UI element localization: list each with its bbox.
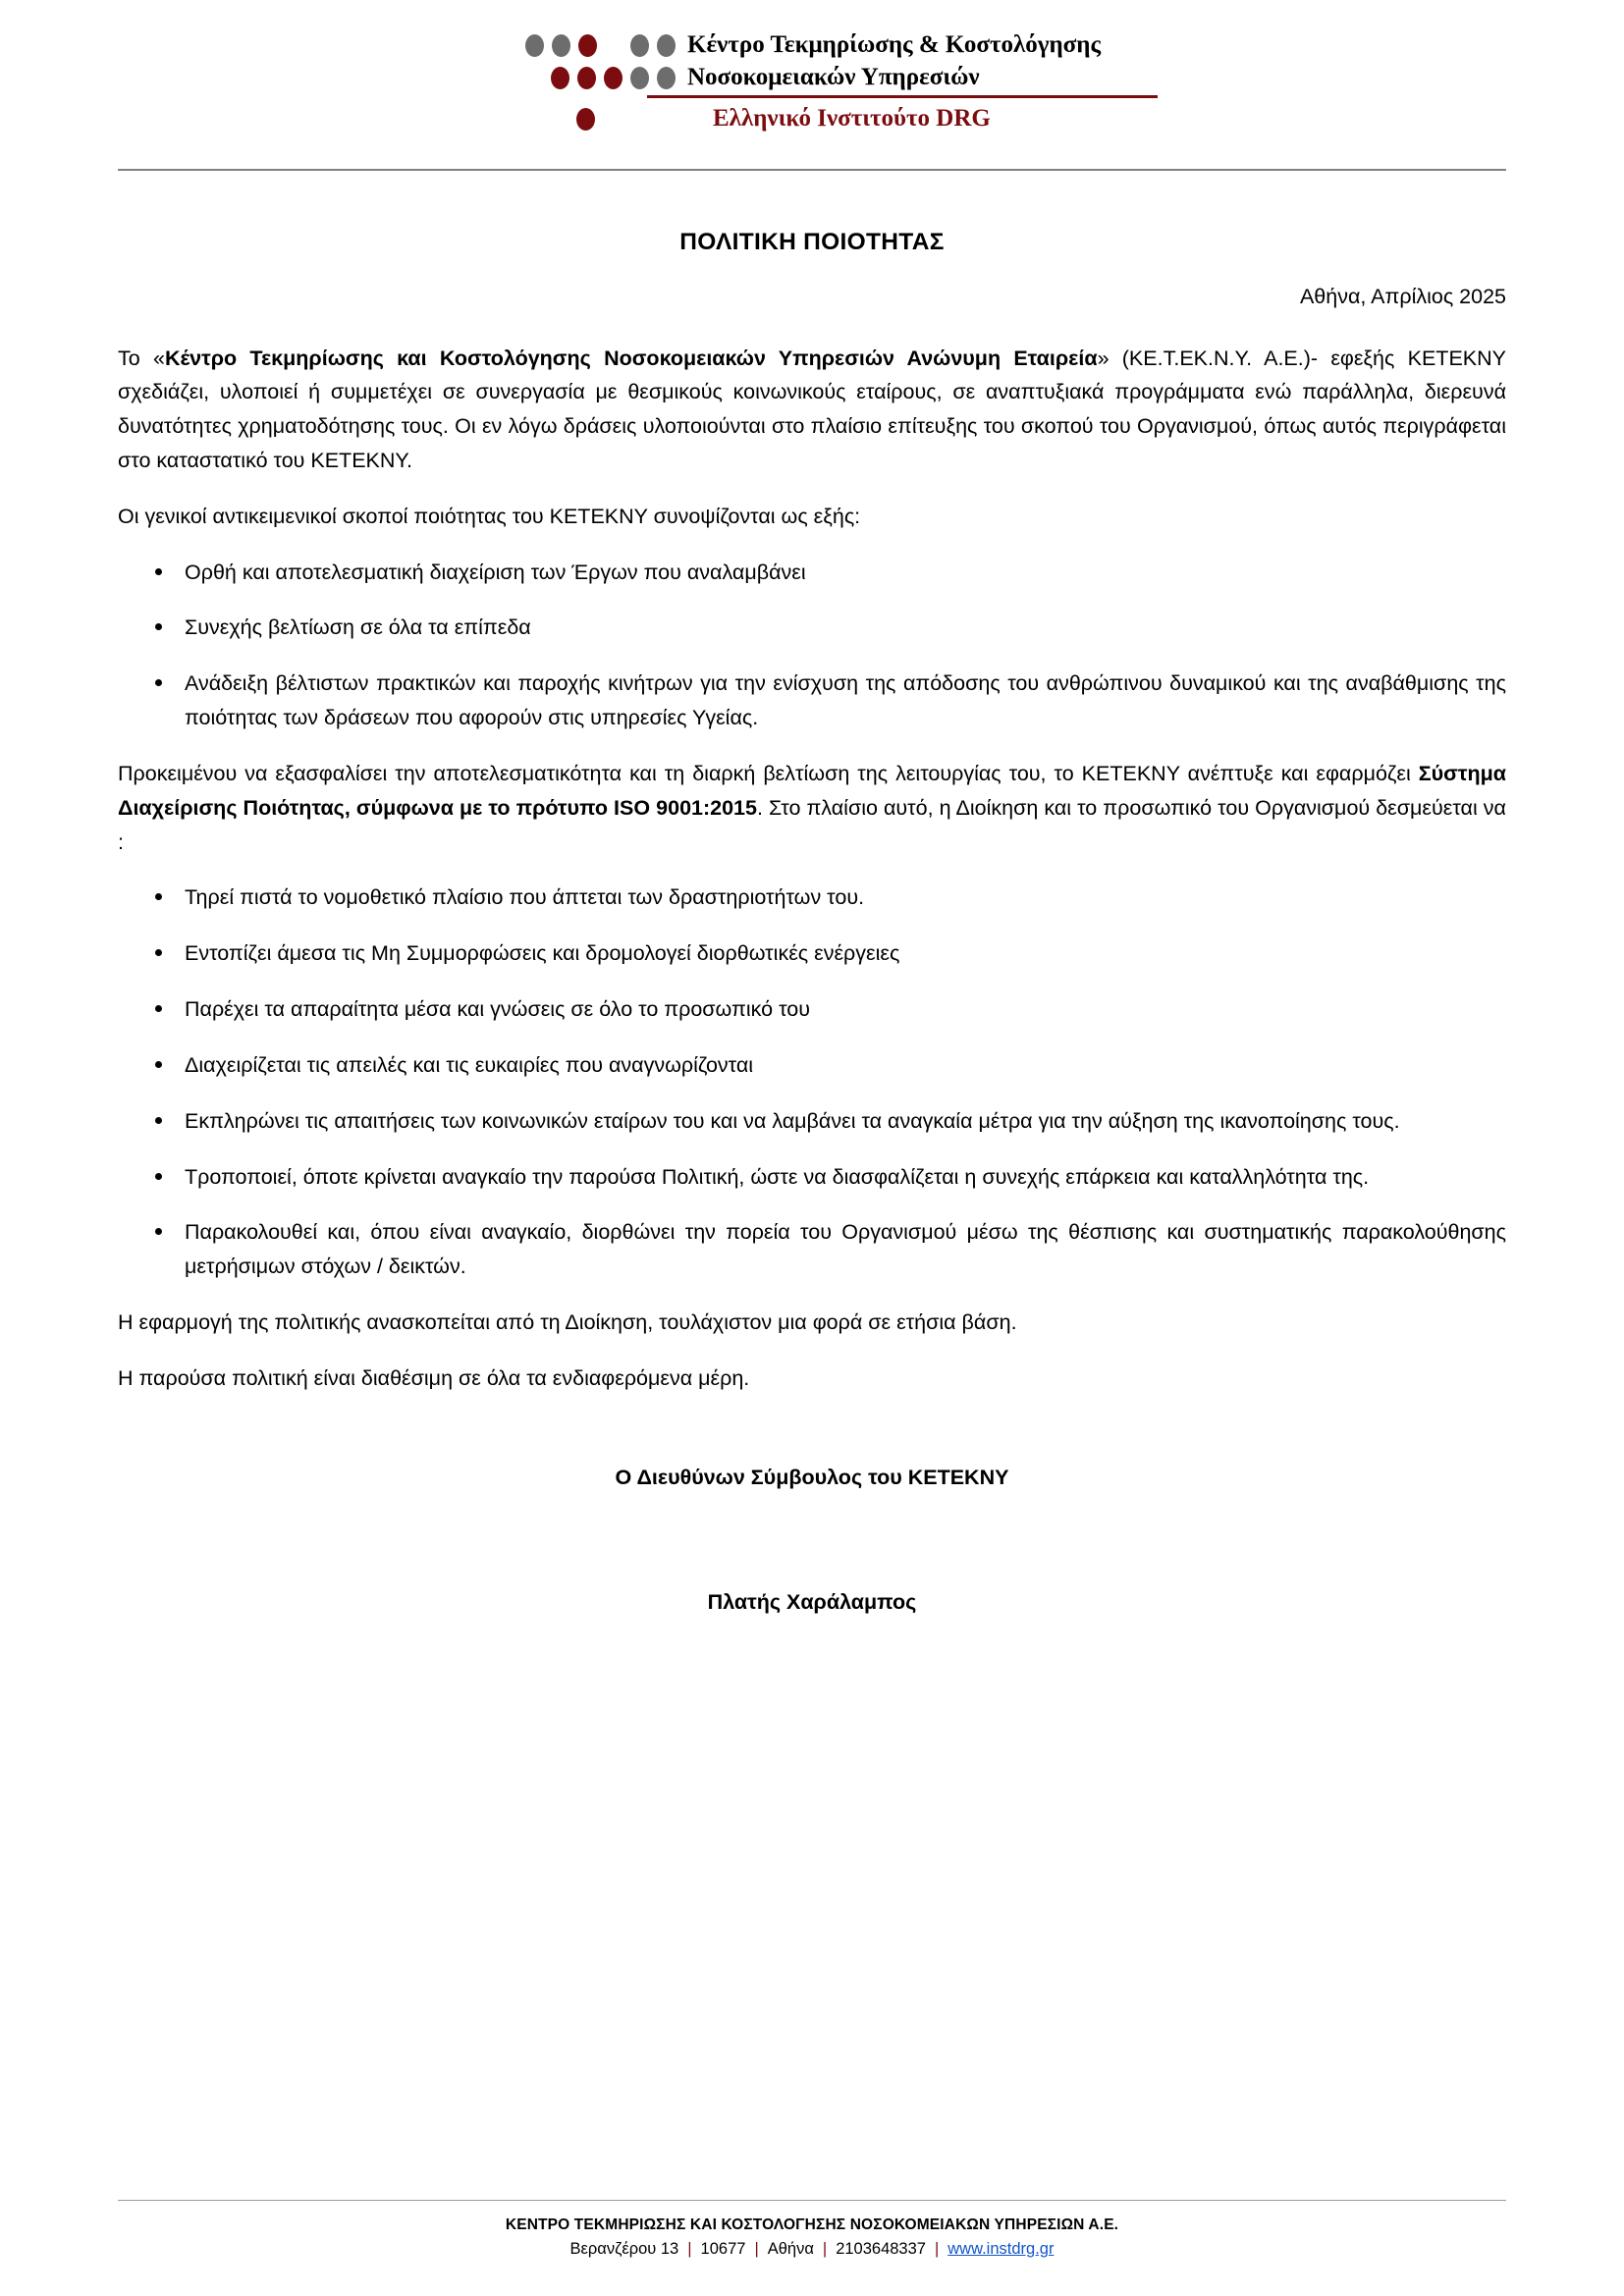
logo-dot-grey-icon (525, 34, 544, 57)
footer-phone: 2103648337 (836, 2240, 926, 2258)
list-item: Ανάδειξη βέλτιστων πρακτικών και παροχής κινήτρων για την ενίσχυση της απόδοσης του ανθρώπινου δυναμικού και της αναβάθμισης της ποιότητας των δράσεων που αφορούν στις υπηρεσίες Υγείας. (118, 667, 1506, 735)
document-date: Αθήνα, Απρίλιος 2025 (1299, 284, 1506, 308)
list-item: Τηρεί πιστά το νομοθετικό πλαίσιο που άπτεται των δραστηριοτήτων του. (118, 881, 1506, 915)
logo-dot-red-icon (604, 67, 623, 89)
footer-company-name: ΚΕΝΤΡΟ ΤΕΚΜΗΡΙΩΣΗΣ ΚΑΙ ΚΟΣΤΟΛΟΓΗΣΗΣ ΝΟΣΟΚΟΜΕΙΑΚΩΝ ΥΠΗΡΕΣΙΩΝ Α.Ε. (505, 2216, 1119, 2233)
list-item: Παρακολουθεί και, όπου είναι αναγκαίο, διορθώνει την πορεία του Οργανισμού μέσω της θέσπισης και συστηματικής παρακολούθησης μετρήσιμων στόχων / δεικτών. (118, 1215, 1506, 1284)
intro-rest: » (ΚΕ.Τ.ΕΚ.Ν.Υ. Α.Ε.)- εφεξής ΚΕΤΕΚΝΥ σχεδιάζει, υλοποιεί ή συμμετέχει σε συνεργασία με θεσμικούς κοινωνικούς εταίρους, σε αναπτυξιακά προγράμματα ενώ παράλληλα, διερευνά δυνατότητες χρηματοδότησης τους. Οι εν λόγω δράσεις υλοποιούνται στο πλαίσιο επίτευξης του σκοπού του Οργανισμού, όπως αυτός περιγράφεται στο καταστατικό του ΚΕΤΕΚΝΥ. (118, 346, 1506, 472)
list-item: Εντοπίζει άμεσα τις Μη Συμμορφώσεις και δρομολογεί διορθωτικές ενέργειες (118, 936, 1506, 971)
document-body (118, 223, 1506, 1619)
logo-divider (647, 95, 1158, 98)
org-name-line3: Ελληνικό Ινστιτούτο DRG (713, 105, 991, 132)
logo-dot-grey-icon (630, 34, 649, 57)
signature-block (118, 1461, 1506, 1620)
footer-separator: | (934, 2240, 940, 2258)
iso-text-after: . Στο πλαίσιο αυτό, η Διοίκηση και το προσωπικό του Οργανισμού δεσμεύεται να : (118, 795, 1506, 854)
logo-dot-grey-icon (657, 34, 676, 57)
org-name-line1: Κέντρο Τεκμηρίωσης & Κοστολόγησης (687, 31, 1102, 58)
logo-spacer (603, 108, 622, 131)
footer-separator: | (822, 2240, 828, 2258)
logo-dot-grey-icon (657, 67, 676, 89)
logo-dot-red-icon (577, 67, 596, 89)
footer-website-link[interactable]: www.instdrg.gr (947, 2240, 1055, 2258)
iso-standard-name: Σύστημα Διαχείρισης Ποιότητας, σύμφωνα με το πρότυπο ISO 9001:2015 (118, 761, 1506, 820)
footer-contact-line (118, 2240, 1506, 2259)
signatory-title: Ο Διευθύνων Σύμβουλος του ΚΕΤΕΚΝΥ (615, 1465, 1009, 1489)
list-item: Τροποποιεί, όποτε κρίνεται αναγκαίο την παρούσα Πολιτική, ώστε να διασφαλίζεται η συνεχής επάρκεια και καταλληλότητα της. (118, 1160, 1506, 1195)
logo-dot-row-2 (551, 62, 980, 93)
iso-text-before: Προκειμένου να εξασφαλίσει την αποτελεσματικότητα και τη διαρκή βελτίωση της λειτουργίας του, το ΚΕΤΕΚΝΥ ανέπτυξε και εφαρμόζει (118, 761, 1419, 785)
footer-separator: | (754, 2240, 759, 2258)
review-paragraph: Η εφαρμογή της πολιτικής ανασκοπείται από τη Διοίκηση, τουλάχιστον μια φορά σε ετήσια βάση. (118, 1310, 1017, 1335)
logo-dot-red-icon (551, 67, 569, 89)
page-title: ΠΟΛΙΤΙΚΗ ΠΟΙΟΤΗΤΑΣ (679, 229, 945, 255)
logo-dot-row-3 (576, 103, 991, 134)
footer-divider (118, 2200, 1506, 2201)
organization-logo (525, 29, 1158, 134)
logo-dot-row-1 (525, 29, 1101, 61)
logo-spacer (682, 108, 701, 131)
list-item: Εκπληρώνει τις απαιτήσεις των κοινωνικών εταίρων του και να λαμβάνει τα αναγκαία μέτρα για την αύξηση της ικανοποίησης τους. (118, 1104, 1506, 1139)
objectives-lead-in: Οι γενικοί αντικειμενικοί σκοποί ποιότητας του ΚΕΤΕΚΝΥ συνοψίζονται ως εξής: (118, 504, 861, 528)
list-item: Διαχειρίζεται τις απειλές και τις ευκαιρίες που αναγνωρίζονται (118, 1048, 1506, 1083)
logo-spacer (656, 108, 675, 131)
org-name-line2: Νοσοκομειακών Υπηρεσιών (687, 64, 980, 90)
list-item: Συνεχής βελτίωση σε όλα τα επίπεδα (118, 611, 1506, 645)
list-item: Παρέχει τα απαραίτητα μέσα και γνώσεις σε όλο το προσωπικό του (118, 992, 1506, 1027)
objectives-list (118, 556, 1506, 735)
commitments-list (118, 881, 1506, 1284)
list-item: Ορθή και αποτελεσματική διαχείριση των Έργων που αναλαμβάνει (118, 556, 1506, 590)
footer-city: Αθήνα (767, 2240, 814, 2258)
logo-spacer (629, 108, 648, 131)
intro-paragraph (118, 342, 1506, 478)
intro-prefix: Το « (118, 346, 165, 370)
logo-dot-red-icon (578, 34, 597, 57)
footer-address: Βερανζέρου 13 (569, 2240, 679, 2258)
availability-paragraph: Η παρούσα πολιτική είναι διαθέσιμη σε όλα τα ενδιαφερόμενα μέρη. (118, 1365, 750, 1390)
company-full-name: Κέντρο Τεκμηρίωσης και Κοστολόγησης Νοσοκομειακών Υπηρεσιών Ανώνυμη Εταιρεία (164, 346, 1098, 370)
logo-dot-grey-icon (630, 67, 649, 89)
footer-postcode: 10677 (700, 2240, 746, 2258)
iso-paragraph (118, 757, 1506, 859)
document-header (118, 0, 1506, 172)
header-divider (118, 169, 1506, 171)
document-footer (118, 2200, 1506, 2259)
footer-separator: | (687, 2240, 692, 2258)
logo-dot-red-icon (576, 108, 595, 131)
signatory-name: Πλατής Χαράλαμπος (707, 1589, 917, 1614)
logo-dot-grey-icon (552, 34, 570, 57)
